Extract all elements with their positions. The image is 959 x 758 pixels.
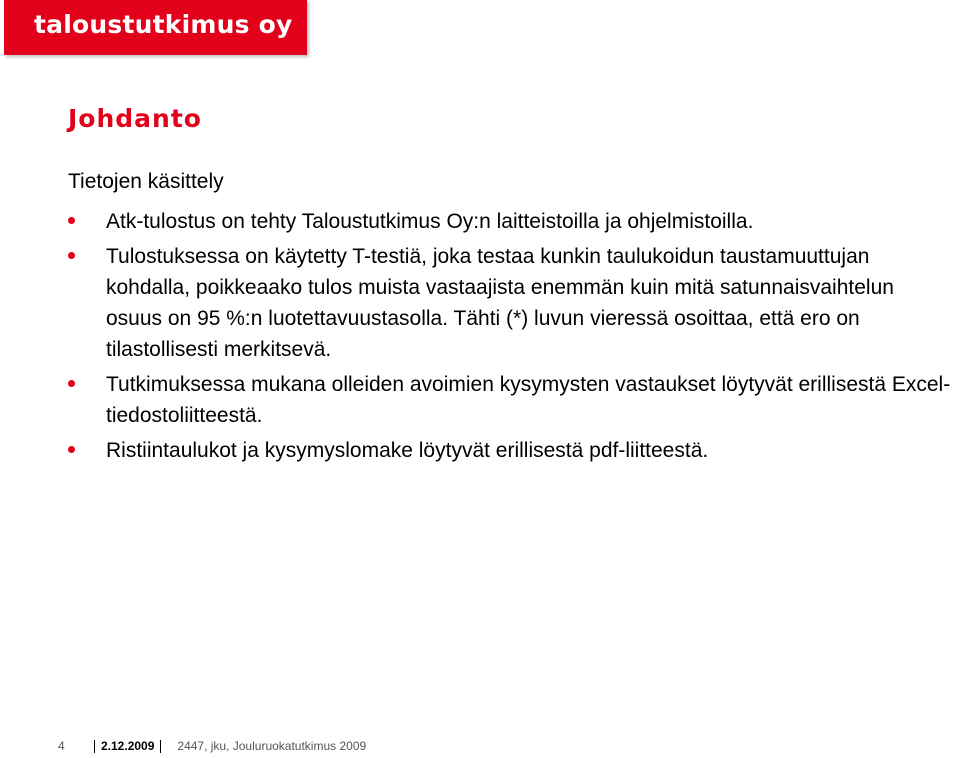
footer-divider — [94, 740, 95, 753]
section-subtitle: Tietojen käsittely — [68, 170, 224, 193]
logo-text: taloustutkimus oy — [34, 10, 293, 39]
list-item — [0, 241, 959, 365]
footer-date: 2.12.2009 — [101, 739, 155, 753]
list-item — [0, 435, 959, 466]
page-title: Johdanto — [68, 104, 202, 133]
bullet-dot-icon — [68, 252, 75, 259]
list-item-text: Tulostuksessa on käytetty T-testiä, joka testaa kunkin taulukoidun taustamuuttujan kohdalla, poikkeaako tulos muista vastaajista enemmän kuin mitä satunnaisvaihtelun osuus on 95 %:n luotettavuustasolla. Tähti (*) luvun vieressä osoittaa, että ero on tilastollisesti merkitsevä. — [106, 245, 894, 361]
footer-page-number: 4 — [58, 739, 65, 753]
list-item — [0, 206, 959, 237]
bullet-list — [0, 206, 959, 470]
footer-info: 2447, jku, Jouluruokatutkimus 2009 — [177, 739, 367, 753]
bullet-dot-icon — [68, 380, 75, 387]
list-item-text: Atk-tulostus on tehty Taloustutkimus Oy:n laitteistoilla ja ohjelmistoilla. — [106, 210, 754, 233]
logo-banner — [4, 0, 307, 55]
list-item — [0, 369, 959, 431]
footer — [58, 739, 366, 753]
footer-divider — [160, 740, 161, 753]
list-item-text: Tutkimuksessa mukana olleiden avoimien kysymysten vastaukset löytyvät erillisestä Excel-tiedostoliitteestä. — [106, 373, 951, 427]
bullet-dot-icon — [68, 446, 75, 453]
list-item-text: Ristiintaulukot ja kysymyslomake löytyvät erillisestä pdf-liitteestä. — [106, 439, 709, 462]
bullet-dot-icon — [68, 217, 75, 224]
